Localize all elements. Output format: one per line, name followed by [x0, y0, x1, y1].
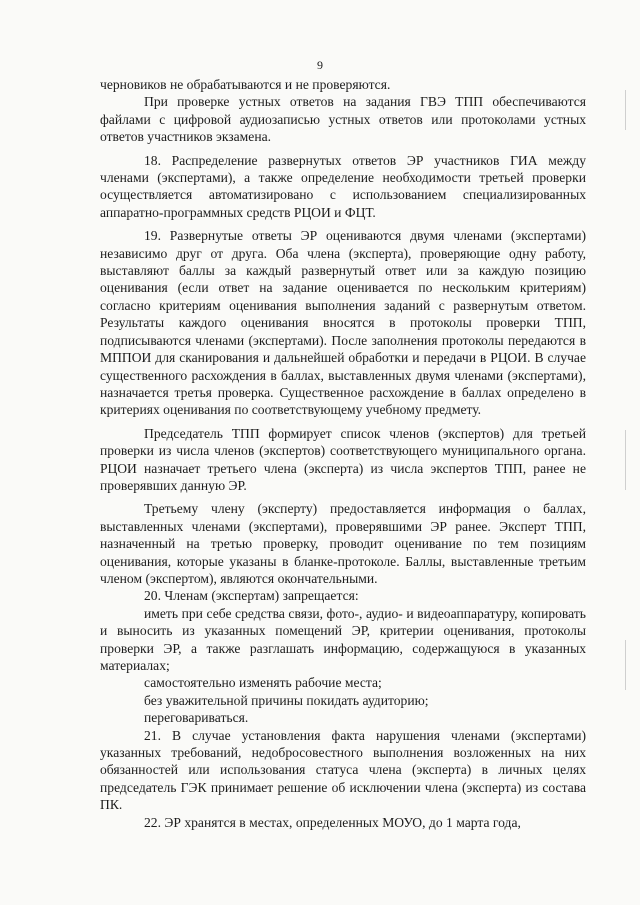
- paragraph-oral-answers: При проверке устных ответов на задания ГВЭ ТПП обеспечиваются файлами с цифровой аудиозаписью устных ответов или протоколами устных ответов участников экзамена.: [100, 94, 586, 145]
- paragraph-chair-list: Председатель ТПП формирует список членов (экспертов) для третьей проверки из числа членов (экспертов) соответствующего муниципального органа. РЦОИ назначает третьего члена (эксперта) из числа экспертов ТПП, ранее не проверявших данную ЭР.: [100, 425, 586, 493]
- list-item-leave-room: без уважительной причины покидать аудиторию;: [144, 692, 429, 708]
- list-item-devices: иметь при себе средства связи, фото-, аудио- и видеоаппаратуру, копировать и выносить из указанных помещений ЭР, критерии оценивания, протоколы проверки ЭР, а также разглашать информацию, содержащуюся в указанных материалах;: [100, 605, 586, 673]
- document-body: [100, 76, 586, 831]
- paragraph-22: 22. ЭР хранятся в местах, определенных МОУО, до 1 марта года,: [144, 814, 521, 830]
- scan-margin-mark: [625, 430, 626, 490]
- paragraph-third-expert: Третьему члену (эксперту) предоставляется информация о баллах, выставленных членами (экспертами), проверявшими ЭР ранее. Эксперт ТПП, назначенный на третью проверку, проводит оценивание по тем позициям оценивания, которые указаны в бланке-протоколе. Баллы, выставленные третьим членом (экспертом), являются окончательными.: [100, 501, 586, 586]
- paragraph-20: 20. Членам (экспертам) запрещается:: [144, 588, 359, 604]
- page-number: 9: [317, 58, 323, 72]
- paragraph-continuation: черновиков не обрабатываются и не проверяются.: [100, 77, 391, 92]
- paragraph-19: 19. Развернутые ответы ЭР оцениваются двумя членами (экспертами) независимо друг от друга. Оба члена (эксперта), проверяющие одну работу, выставляют баллы за каждый развернутый ответ или за каждую позицию оценивания (если ответ на задание оценивается по нескольким критериям) согласно критериям оценивания выполнения заданий с развернутым ответом. Результаты каждого оценивания вносятся в протоколы проверки ТПП, подписываются членами (экспертами). После заполнения протоколы передаются в МППОИ для сканирования и дальнейшей обработки и передачи в РЦОИ. В случае существенного расхождения в баллах, выставленных двумя членами (экспертами), назначается третья проверка. Существенное расхождение в баллах определено в критериях оценивания по соответствующему учебному предмету.: [100, 228, 586, 418]
- paragraph-18: 18. Распределение развернутых ответов ЭР участников ГИА между членами (экспертами), а также определение необходимости третьей проверки осуществляется автоматизировано с использованием специализированных аппаратно-программных средств РЦОИ и ФЦТ.: [100, 152, 586, 220]
- list-item-workplaces: самостоятельно изменять рабочие места;: [144, 675, 382, 691]
- scan-margin-mark: [625, 640, 626, 690]
- paragraph-21: 21. В случае установления факта нарушения членами (экспертами) указанных требований, недобросовестного выполнения возложенных на них обязанностей или использования статуса члена (эксперта) в личных целях председатель ГЭК принимает решение об исключении члена (эксперта) из состава ПК.: [100, 727, 586, 813]
- scan-margin-mark: [625, 90, 626, 130]
- list-item-talking: переговариваться.: [144, 710, 249, 726]
